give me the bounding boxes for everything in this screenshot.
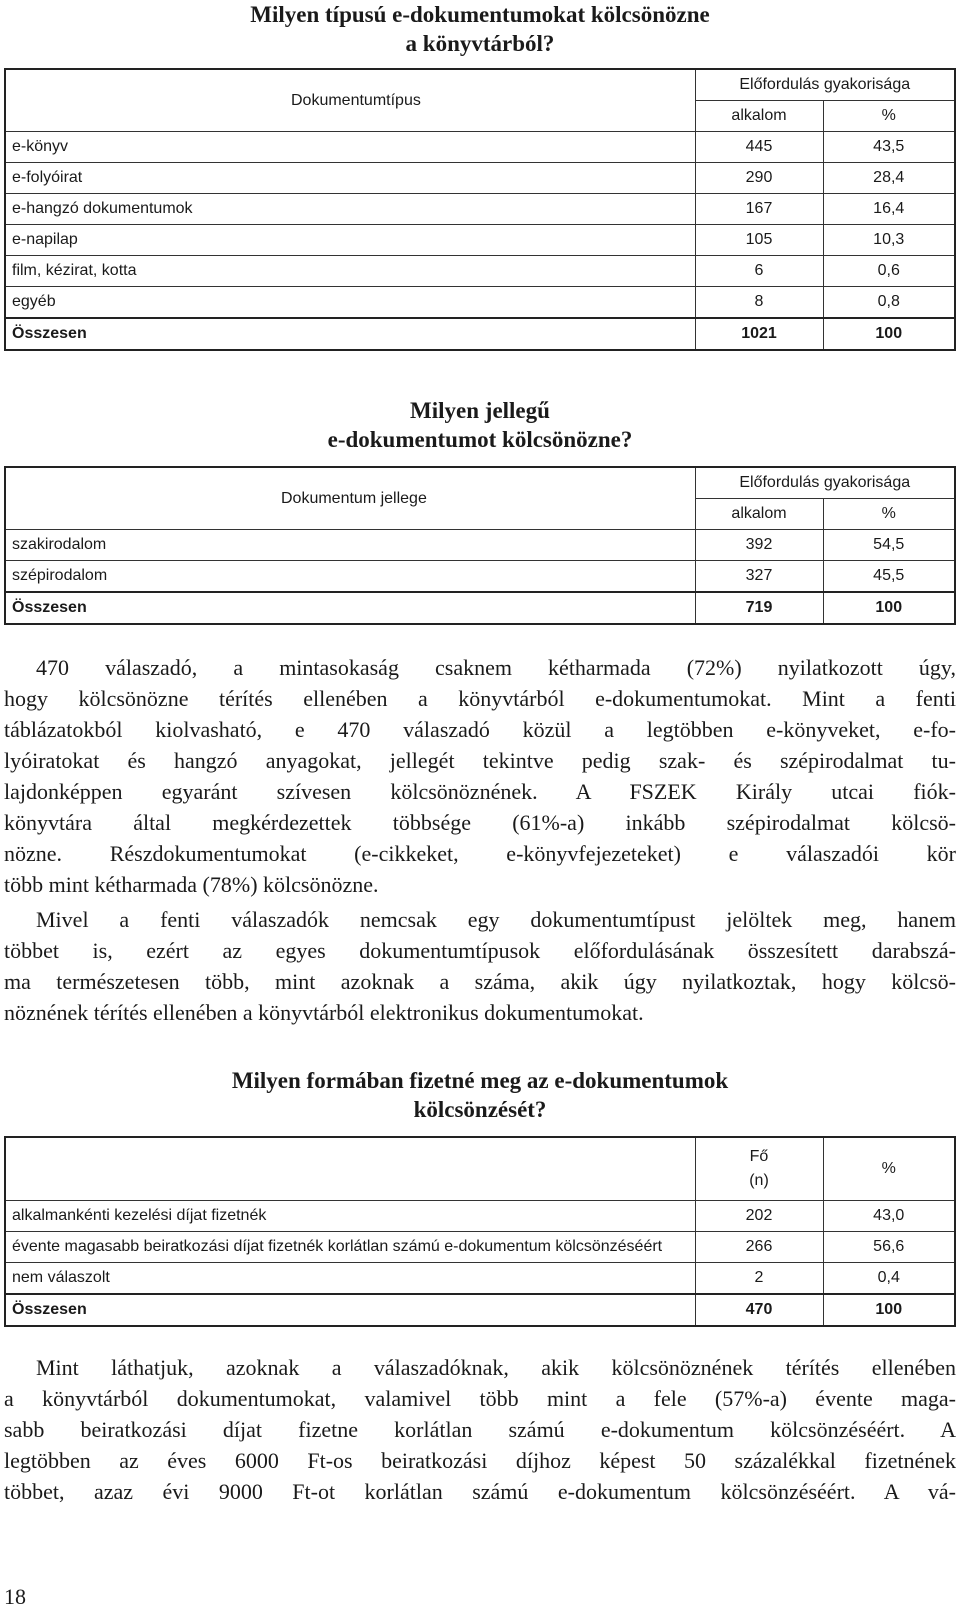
row-count: 8 xyxy=(695,287,823,319)
column-header-frequency: Előfordulás gyakorisága xyxy=(695,69,955,101)
row-percent: 10,3 xyxy=(823,225,955,256)
text-line: több mint kétharmada (78%) kölcsönözne. xyxy=(4,872,379,897)
column-header-type: Dokumentumtípus xyxy=(5,69,695,132)
row-percent: 43,0 xyxy=(823,1201,955,1232)
total-label: Összesen xyxy=(5,318,695,350)
row-percent: 54,5 xyxy=(823,530,955,561)
persons-sublabel: (n) xyxy=(749,1172,769,1189)
document-character-table xyxy=(4,466,956,625)
text-line: többet is, ezért az egyes dokumentumtípusok előfordulásának összesített darabszá- xyxy=(4,938,956,963)
column-header-character: Dokumentum jellege xyxy=(5,467,695,530)
table-row xyxy=(5,163,955,194)
text-line: többet, azaz évi 9000 Ft-ot korlátlan számú e-dokumentum kölcsönzéséért. A vá- xyxy=(4,1479,956,1504)
persons-label: Fő xyxy=(749,1148,769,1165)
total-row xyxy=(5,592,955,624)
table-row xyxy=(5,194,955,225)
table2-title xyxy=(0,396,960,454)
row-count: 445 xyxy=(695,132,823,163)
table2-title-line2: e-dokumentumot kölcsönözne? xyxy=(327,427,633,452)
total-count: 470 xyxy=(695,1294,823,1326)
text-line: Mivel a fenti válaszadók nemcsak egy dokumentumtípust jelöltek meg, hanem xyxy=(36,907,956,932)
table-row xyxy=(5,132,955,163)
row-count: 167 xyxy=(695,194,823,225)
total-row xyxy=(5,318,955,350)
row-label: film, kézirat, kotta xyxy=(5,256,695,287)
total-label: Összesen xyxy=(5,1294,695,1326)
text-line: táblázatokból kiolvasható, e 470 válaszadó közül a legtöbben e-könyveket, e-fo- xyxy=(4,717,956,742)
row-count: 2 xyxy=(695,1263,823,1295)
total-percent: 100 xyxy=(823,318,955,350)
row-count: 105 xyxy=(695,225,823,256)
paragraph-2 xyxy=(4,904,956,1028)
table-row xyxy=(5,1201,955,1232)
text-line: hogy kölcsönözne térítés ellenében a könyvtárból e-dokumentumokat. Mint a fenti xyxy=(4,686,956,711)
row-percent: 45,5 xyxy=(823,561,955,593)
text-line: a könyvtárból dokumentumokat, valamivel több mint a fele (57%-a) évente maga- xyxy=(4,1386,956,1411)
paragraph-1 xyxy=(4,652,956,900)
row-percent: 43,5 xyxy=(823,132,955,163)
row-label: évente magasabb beiratkozási díjat fizetnék korlátlan számú e-dokumentum kölcsönzéséért xyxy=(5,1232,695,1263)
column-header-percent: % xyxy=(823,499,955,530)
row-label: e-könyv xyxy=(5,132,695,163)
table-row xyxy=(5,225,955,256)
row-percent: 56,6 xyxy=(823,1232,955,1263)
row-percent: 0,8 xyxy=(823,287,955,319)
table3-title-line1: Milyen formában fizetné meg az e-dokumentumok xyxy=(231,1068,729,1093)
document-type-table xyxy=(4,68,956,351)
column-header-percent: % xyxy=(823,101,955,132)
table-row xyxy=(5,256,955,287)
row-percent: 0,4 xyxy=(823,1263,955,1295)
text-line: 470 válaszadó, a mintasokaság csaknem kétharmada (72%) nyilatkozott úgy, xyxy=(36,655,956,680)
total-count: 719 xyxy=(695,592,823,624)
total-percent: 100 xyxy=(823,592,955,624)
text-line: lajdonképpen egyaránt szívesen kölcsönöznének. A FSZEK Király utcai fiók- xyxy=(4,779,956,804)
column-header-count: alkalom xyxy=(695,499,823,530)
column-header-percent: % xyxy=(823,1137,955,1201)
text-line: sabb beiratkozási díjat fizetne korlátlan számú e-dokumentum kölcsönzéséért. A xyxy=(4,1417,956,1442)
table3-title xyxy=(0,1066,960,1124)
row-label: e-napilap xyxy=(5,225,695,256)
row-percent: 28,4 xyxy=(823,163,955,194)
text-line: könyvtára által megkérdezettek többsége (61%-a) inkább szépirodalmat kölcsö- xyxy=(4,810,956,835)
row-count: 327 xyxy=(695,561,823,593)
row-label: e-folyóirat xyxy=(5,163,695,194)
total-row xyxy=(5,1294,955,1326)
table-row xyxy=(5,561,955,593)
row-label: szakirodalom xyxy=(5,530,695,561)
page-number: 18 xyxy=(4,1584,26,1609)
payment-form-table xyxy=(4,1136,956,1327)
table-row xyxy=(5,1263,955,1295)
table1-title xyxy=(0,0,960,58)
table1-title-line1: Milyen típusú e-dokumentumokat kölcsönözne xyxy=(250,2,710,27)
row-label: alkalmankénti kezelési díjat fizetnék xyxy=(5,1201,695,1232)
table2-title-line1: Milyen jellegű xyxy=(410,398,550,423)
table-row xyxy=(5,287,955,319)
column-header-persons xyxy=(695,1137,823,1201)
table3-title-line2: kölcsönzését? xyxy=(413,1097,547,1122)
row-percent: 0,6 xyxy=(823,256,955,287)
text-line: lyóiratokat és hangzó anyagokat, jellegét tekintve pedig szak- és szépirodalmat tu- xyxy=(4,748,956,773)
text-line: ma természetesen több, mint azoknak a száma, akik úgy nyilatkoztak, hogy kölcsö- xyxy=(4,969,956,994)
text-line: legtöbben az éves 6000 Ft-os beiratkozási díjhoz képest 50 százalékkal fizetnének xyxy=(4,1448,956,1473)
row-count: 266 xyxy=(695,1232,823,1263)
total-percent: 100 xyxy=(823,1294,955,1326)
row-label: e-hangzó dokumentumok xyxy=(5,194,695,225)
column-header-blank xyxy=(5,1137,695,1201)
row-count: 290 xyxy=(695,163,823,194)
row-label: nem válaszolt xyxy=(5,1263,695,1295)
text-line: Mint láthatjuk, azoknak a válaszadóknak, akik kölcsönöznének térítés ellenében xyxy=(36,1355,956,1380)
total-label: Összesen xyxy=(5,592,695,624)
row-label: egyéb xyxy=(5,287,695,319)
column-header-count: alkalom xyxy=(695,101,823,132)
text-line: nöznének térítés ellenében a könyvtárból elektronikus dokumentumokat. xyxy=(4,1000,644,1025)
total-count: 1021 xyxy=(695,318,823,350)
text-line: nözne. Részdokumentumokat (e-cikkeket, e-könyvfejezeteket) e válaszadói kör xyxy=(4,841,956,866)
row-count: 6 xyxy=(695,256,823,287)
table1-title-line2: a könyvtárból? xyxy=(405,31,555,56)
table-row xyxy=(5,530,955,561)
paragraph-3 xyxy=(4,1352,956,1507)
row-count: 202 xyxy=(695,1201,823,1232)
row-percent: 16,4 xyxy=(823,194,955,225)
row-count: 392 xyxy=(695,530,823,561)
row-label: szépirodalom xyxy=(5,561,695,593)
table-row xyxy=(5,1232,955,1263)
column-header-frequency: Előfordulás gyakorisága xyxy=(695,467,955,499)
